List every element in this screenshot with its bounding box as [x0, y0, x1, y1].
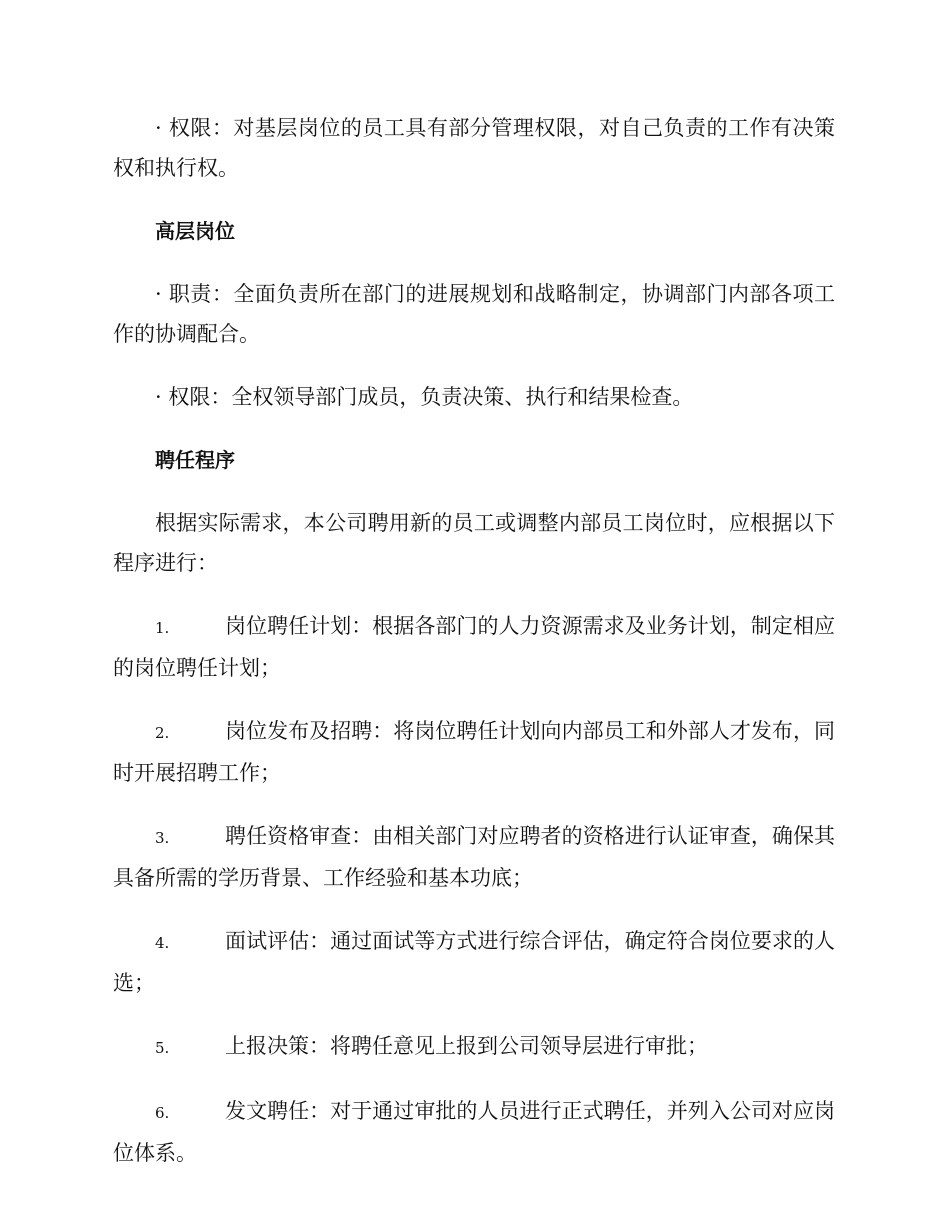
senior-position-heading: 高层岗位 [155, 219, 235, 243]
procedure-item [113, 1026, 835, 1068]
procedure-item [113, 921, 835, 1003]
item-text: 发文聘任：对于通过审批的人员进行正式聘任，并列入公司对应岗位体系。 [113, 1099, 835, 1165]
item-text: 上报决策：将聘任意见上报到公司领导层进行审批； [225, 1034, 708, 1058]
appointment-procedure-heading: 聘任程序 [155, 448, 235, 472]
procedure-item [113, 711, 835, 793]
senior-duty-paragraph: · 职责：全面负责所在部门的进展规划和战略制定，协调部门内部各项工作的协调配合。 [113, 282, 835, 346]
item-number: 3. [155, 829, 170, 847]
mid-level-authority-paragraph: · 权限：对基层岗位的员工具有部分管理权限，对自己负责的工作有决策权和执行权。 [113, 116, 835, 180]
item-number: 6. [155, 1104, 170, 1122]
item-number: 4. [155, 934, 170, 952]
procedure-intro-paragraph: 根据实际需求，本公司聘用新的员工或调整内部员工岗位时，应根据以下程序进行： [113, 511, 835, 575]
item-text: 岗位发布及招聘：将岗位聘任计划向内部员工和外部人才发布，同时开展招聘工作； [113, 719, 835, 785]
item-text: 岗位聘任计划：根据各部门的人力资源需求及业务计划，制定相应的岗位聘任计划； [113, 614, 835, 680]
procedure-item [113, 816, 835, 898]
item-number: 1. [155, 619, 170, 637]
item-text: 聘任资格审查：由相关部门对应聘者的资格进行认证审查，确保其具备所需的学历背景、工作经验和基本功底； [113, 824, 835, 890]
procedure-item [113, 606, 835, 688]
item-number: 5. [155, 1039, 170, 1057]
senior-authority-paragraph: · 权限：全权领导部门成员，负责决策、执行和结果检查。 [155, 385, 694, 409]
procedure-item [113, 1091, 835, 1173]
document-body [113, 108, 835, 1196]
item-number: 2. [155, 724, 170, 742]
item-text: 面试评估：通过面试等方式进行综合评估，确定符合岗位要求的人选； [113, 929, 835, 995]
